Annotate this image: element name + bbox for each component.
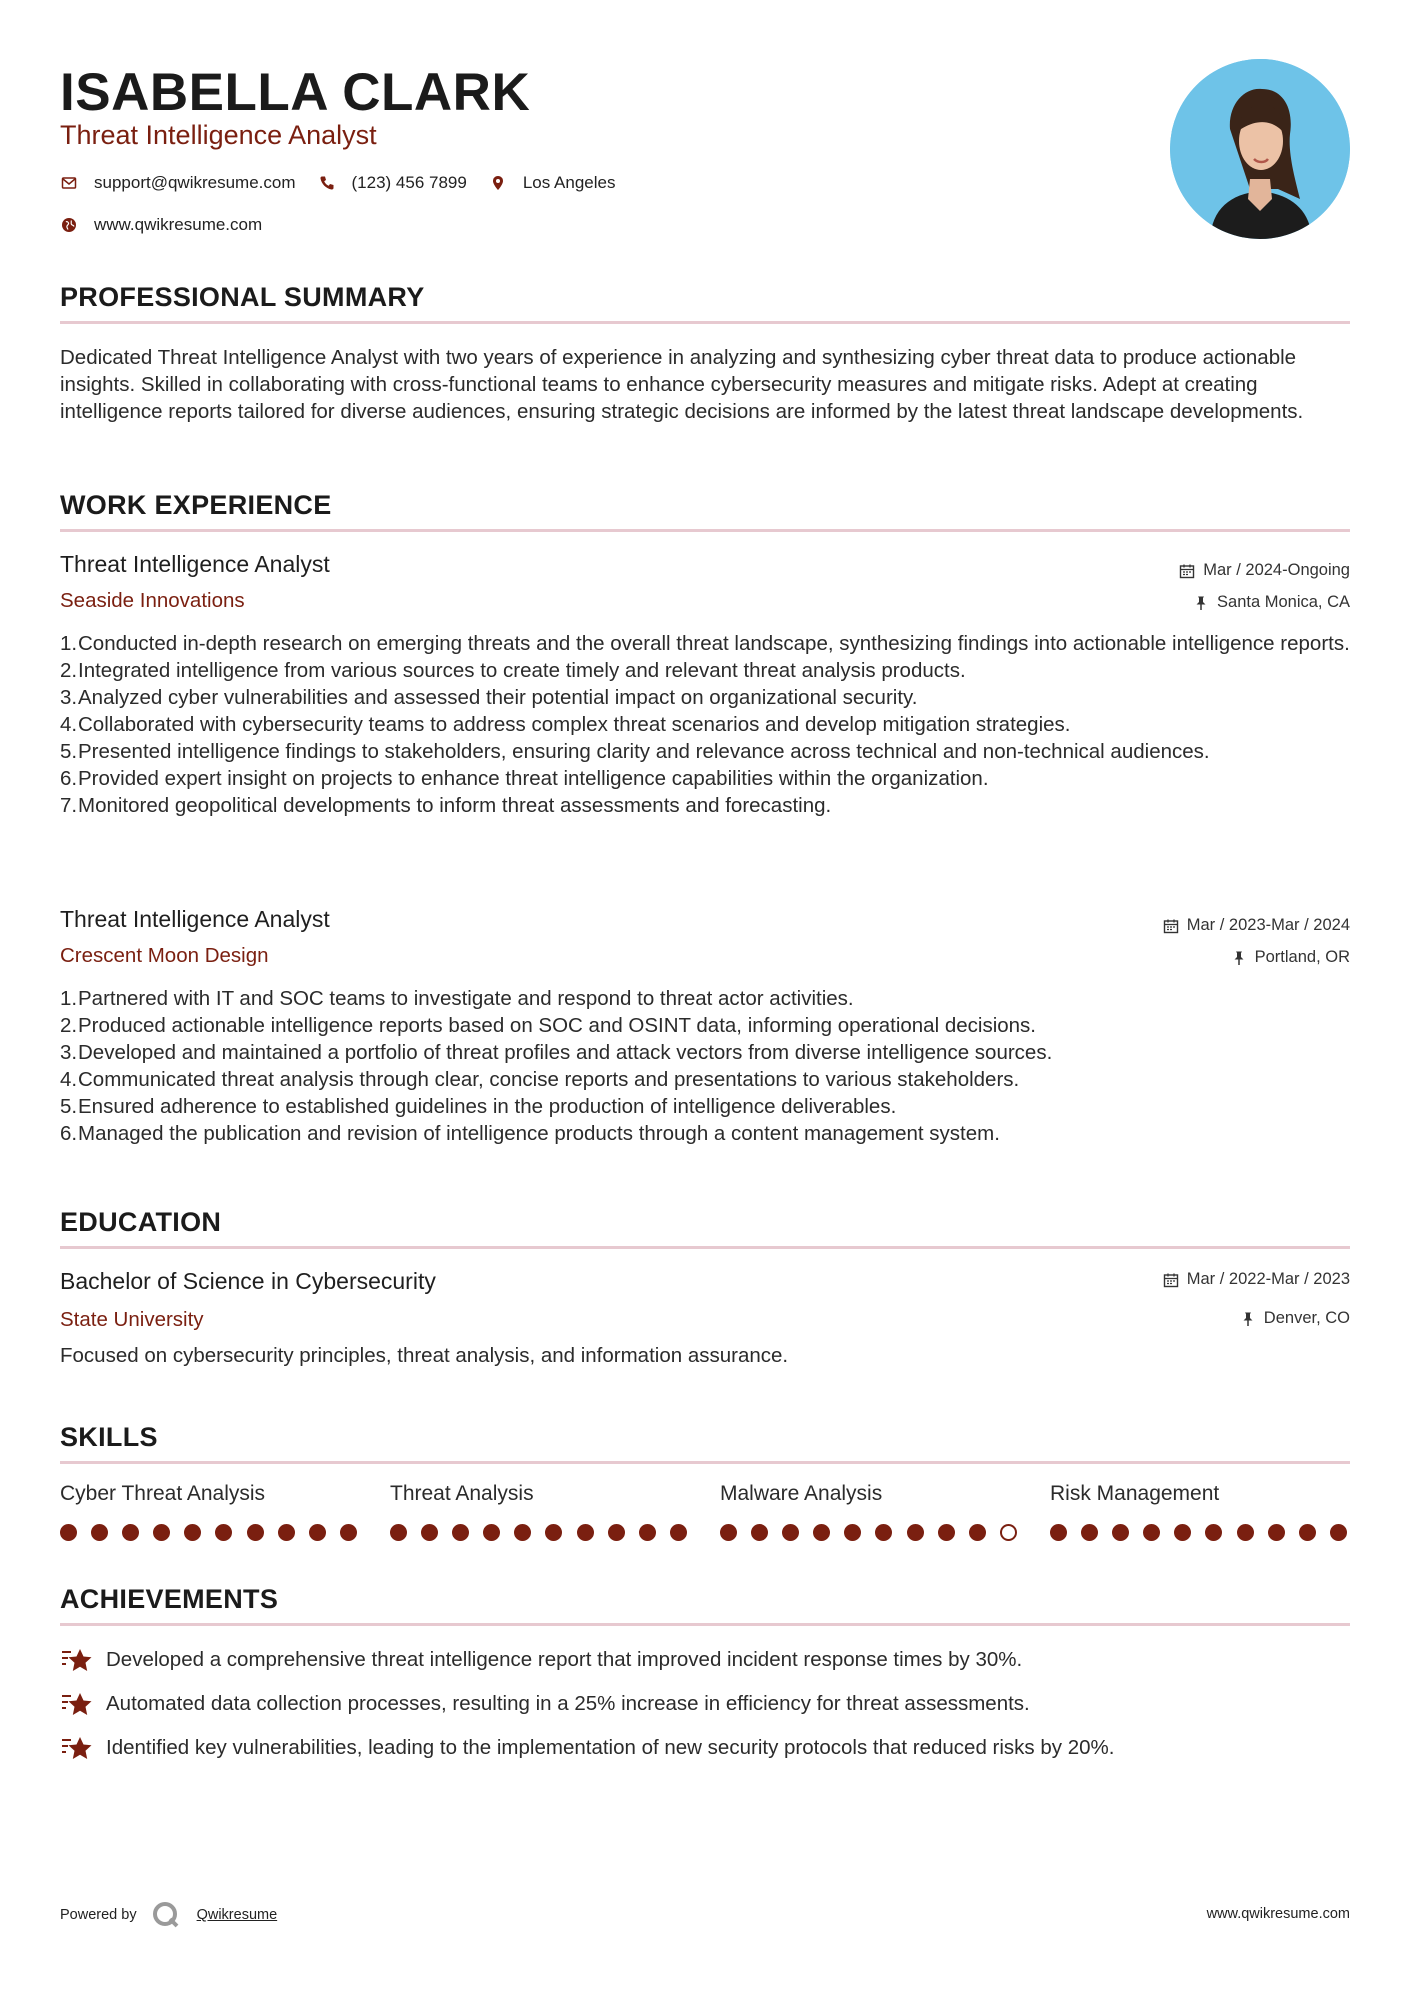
job-title: Threat Intelligence Analyst <box>60 551 330 577</box>
email-text: support@qwikresume.com <box>94 173 296 192</box>
location-text: Los Angeles <box>522 173 616 192</box>
list-item: Managed the publication and revision of intelligence products through a content management system. <box>78 1122 1000 1145</box>
skill-item <box>60 1482 360 1541</box>
education-heading: EDUCATION <box>60 1207 222 1237</box>
skill-item <box>720 1482 1020 1541</box>
rating-dot-filled <box>215 1524 232 1541</box>
list-item: Provided expert insight on projects to enhance threat intelligence capabilities within the organization. <box>78 767 989 790</box>
rating-dot-filled <box>907 1524 924 1541</box>
achievement-item <box>60 1646 1022 1674</box>
rating-dot-filled <box>184 1524 201 1541</box>
rating-dot-filled <box>1330 1524 1347 1541</box>
list-item: Conducted in-depth research on emerging threats and the overall threat landscape, synthesizing findings into actionable intelligence reports. <box>78 632 1350 655</box>
school-name: State University <box>60 1308 204 1331</box>
achievement-text: Developed a comprehensive threat intelligence report that improved incident response times by 30%. <box>106 1648 1023 1671</box>
job-location-text: Portland, OR <box>1254 948 1350 966</box>
rating-dot-filled <box>1299 1524 1316 1541</box>
contact-row-website <box>60 215 284 235</box>
star-award-icon <box>60 1646 94 1674</box>
section-divider <box>60 1461 1350 1464</box>
skill-item <box>1050 1482 1350 1541</box>
calendar-icon <box>1179 563 1195 579</box>
list-item: Developed and maintained a portfolio of threat profiles and attack vectors from diverse intelligence sources. <box>78 1041 1053 1064</box>
skills-heading: SKILLS <box>60 1422 158 1452</box>
skill-name: Cyber Threat Analysis <box>60 1482 266 1505</box>
company-name: Seaside Innovations <box>60 589 245 612</box>
calendar-icon <box>1163 1272 1179 1288</box>
rating-dot-filled <box>670 1524 687 1541</box>
achievement-text: Automated data collection processes, resulting in a 25% increase in efficiency for threat assessments. <box>106 1692 1030 1715</box>
rating-dot-filled <box>720 1524 737 1541</box>
rating-dot-filled <box>60 1524 77 1541</box>
rating-dot-filled <box>639 1524 656 1541</box>
rating-dot-filled <box>608 1524 625 1541</box>
job-title: Threat Intelligence Analyst <box>60 906 330 932</box>
section-divider <box>60 321 1350 324</box>
contact-location <box>489 173 616 193</box>
footer-website[interactable]: www.qwikresume.com <box>1206 1906 1350 1922</box>
rating-dot-filled <box>545 1524 562 1541</box>
skill-rating <box>390 1524 690 1541</box>
rating-dot-filled <box>1081 1524 1098 1541</box>
skill-rating <box>60 1524 360 1541</box>
contact-row <box>60 173 637 193</box>
job-location <box>1231 948 1350 967</box>
star-award-icon <box>60 1690 94 1718</box>
list-item: Monitored geopolitical developments to inform threat assessments and forecasting. <box>78 794 832 817</box>
rating-dot-filled <box>278 1524 295 1541</box>
achievement-text: Identified key vulnerabilities, leading to the implementation of new security protocols that reduced risks by 20%. <box>106 1736 1115 1759</box>
skill-rating <box>720 1524 1020 1541</box>
rating-dot-filled <box>1205 1524 1222 1541</box>
experience-heading: WORK EXPERIENCE <box>60 490 332 520</box>
pin-icon <box>1240 1311 1256 1327</box>
achievement-item <box>60 1734 1114 1762</box>
education-location-text: Denver, CO <box>1263 1309 1350 1327</box>
job-location <box>1193 593 1350 612</box>
list-item: Integrated intelligence from various sources to create timely and relevant threat analysis products. <box>78 659 966 682</box>
job-dates <box>1179 561 1350 580</box>
list-item: Produced actionable intelligence reports based on SOC and OSINT data, informing operational decisions. <box>78 1014 1036 1037</box>
map-pin-icon <box>489 174 507 192</box>
contact-phone[interactable] <box>318 173 467 193</box>
brand-link[interactable]: Qwikresume <box>196 1907 278 1923</box>
resume-page <box>60 0 1350 1990</box>
list-item: Partnered with IT and SOC teams to investigate and respond to threat actor activities. <box>78 987 854 1010</box>
education-location <box>1240 1309 1350 1328</box>
rating-dot-filled <box>782 1524 799 1541</box>
star-award-icon <box>60 1734 94 1762</box>
list-item: Collaborated with cybersecurity teams to address complex threat scenarios and develop mitigation strategies. <box>78 713 1071 736</box>
skill-item <box>390 1482 690 1541</box>
section-divider <box>60 529 1350 532</box>
rating-dot-filled <box>1174 1524 1191 1541</box>
list-item: Presented intelligence findings to stakeholders, ensuring clarity and relevance across technical and non-technical audiences. <box>78 740 1210 763</box>
list-item: Analyzed cyber vulnerabilities and assessed their potential impact on organizational security. <box>78 686 918 709</box>
rating-dot-filled <box>969 1524 986 1541</box>
rating-dot-filled <box>1237 1524 1254 1541</box>
section-divider <box>60 1623 1350 1626</box>
job-dates-text: Mar / 2023-Mar / 2024 <box>1186 916 1350 934</box>
education-dates <box>1163 1270 1350 1289</box>
job-dates <box>1163 916 1350 935</box>
rating-dot-filled <box>751 1524 768 1541</box>
rating-dot-filled <box>1112 1524 1129 1541</box>
education-dates-text: Mar / 2022-Mar / 2023 <box>1186 1270 1350 1288</box>
calendar-icon <box>1163 918 1179 934</box>
rating-dot-filled <box>309 1524 326 1541</box>
list-item: Communicated threat analysis through clear, concise reports and presentations to various stakeholders. <box>78 1068 1020 1091</box>
rating-dot-filled <box>1050 1524 1067 1541</box>
globe-icon <box>60 216 78 234</box>
footer-powered-by <box>60 1900 277 1930</box>
education-description: Focused on cybersecurity principles, threat analysis, and information assurance. <box>60 1344 789 1367</box>
candidate-name: ISABELLA CLARK <box>60 63 531 122</box>
job-dates-text: Mar / 2024-Ongoing <box>1203 561 1350 579</box>
rating-dot-filled <box>122 1524 139 1541</box>
rating-dot-filled <box>1143 1524 1160 1541</box>
rating-dot-filled <box>452 1524 469 1541</box>
rating-dot-filled <box>577 1524 594 1541</box>
rating-dot-filled <box>1268 1524 1285 1541</box>
rating-dot-filled <box>153 1524 170 1541</box>
pin-icon <box>1231 950 1247 966</box>
achievements-heading: ACHIEVEMENTS <box>60 1584 279 1614</box>
job-bullets <box>60 985 1350 1147</box>
pin-icon <box>1193 595 1209 611</box>
contact-website[interactable] <box>60 215 262 235</box>
degree-title: Bachelor of Science in Cybersecurity <box>60 1268 436 1294</box>
qwikresume-logo-icon <box>151 1900 181 1930</box>
profile-photo <box>1170 59 1350 239</box>
rating-dot-filled <box>247 1524 264 1541</box>
website-text: www.qwikresume.com <box>94 215 263 234</box>
rating-dot-filled <box>514 1524 531 1541</box>
company-name: Crescent Moon Design <box>60 944 269 967</box>
rating-dot-filled <box>844 1524 861 1541</box>
section-divider <box>60 1246 1350 1249</box>
job-bullets <box>60 630 1350 819</box>
rating-dot-empty <box>1000 1524 1017 1541</box>
candidate-title: Threat Intelligence Analyst <box>60 120 377 150</box>
rating-dot-filled <box>421 1524 438 1541</box>
skill-name: Risk Management <box>1050 1482 1220 1505</box>
achievement-item <box>60 1690 1030 1718</box>
phone-icon <box>318 174 336 192</box>
skill-name: Threat Analysis <box>390 1482 534 1505</box>
job-location-text: Santa Monica, CA <box>1217 593 1350 611</box>
summary-text: Dedicated Threat Intelligence Analyst with two years of experience in analyzing and synthesizing cyber threat data to produce actionable insights. Skilled in collaborating with cross-functional teams to enhance cybersecurity measures and mitigate risks. Adept at creating intelligence reports tailored for diverse audiences, ensuring strategic decisions are informed by the latest threat landscape developments. <box>60 346 1304 423</box>
skill-rating <box>1050 1524 1350 1541</box>
rating-dot-filled <box>813 1524 830 1541</box>
contact-email[interactable] <box>60 173 296 193</box>
envelope-icon <box>60 174 78 192</box>
skill-name: Malware Analysis <box>720 1482 883 1505</box>
rating-dot-filled <box>340 1524 357 1541</box>
rating-dot-filled <box>91 1524 108 1541</box>
rating-dot-filled <box>390 1524 407 1541</box>
rating-dot-filled <box>483 1524 500 1541</box>
powered-by-text: Powered by <box>60 1907 137 1923</box>
list-item: Ensured adherence to established guidelines in the production of intelligence deliverables. <box>78 1095 897 1118</box>
summary-heading: PROFESSIONAL SUMMARY <box>60 282 425 312</box>
phone-text: (123) 456 7899 <box>351 173 467 192</box>
rating-dot-filled <box>875 1524 892 1541</box>
rating-dot-filled <box>938 1524 955 1541</box>
